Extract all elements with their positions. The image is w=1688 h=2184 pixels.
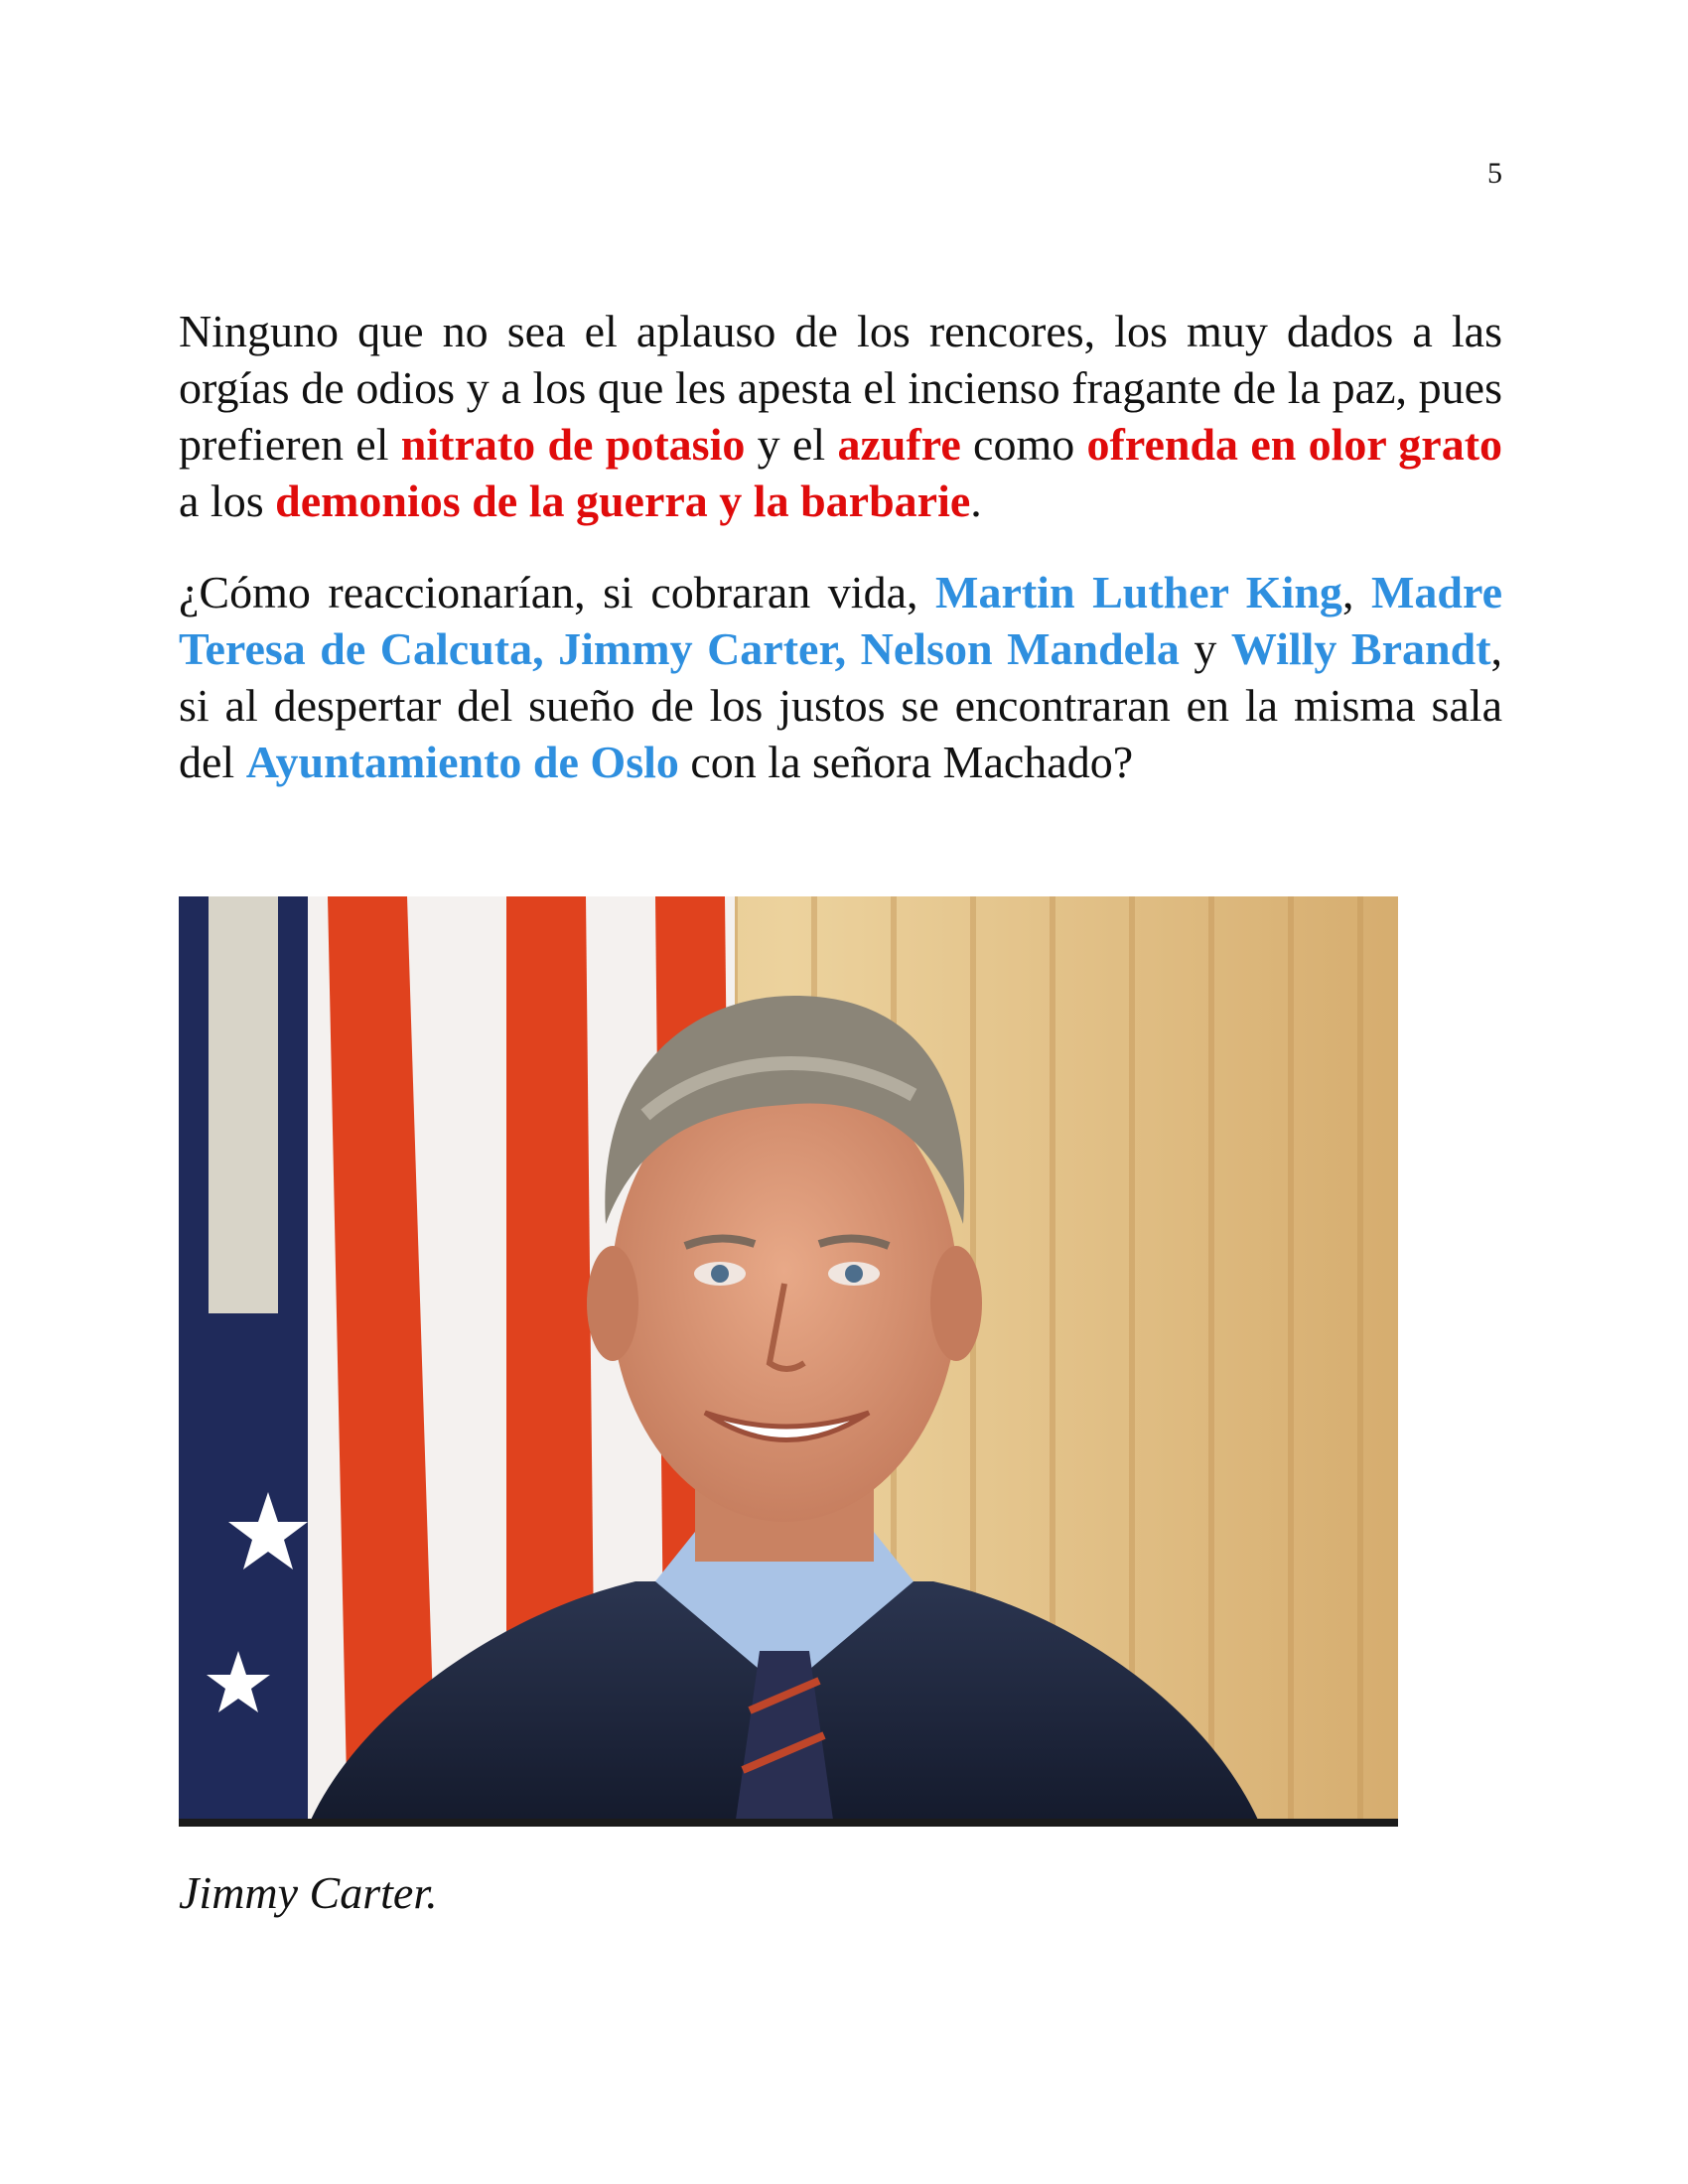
highlight-red: demonios de la guerra y la barbarie [275,476,971,526]
portrait-photo [179,896,1398,1827]
text-segment: con la señora Machado? [678,737,1134,787]
photo-caption: Jimmy Carter. [179,1867,438,1918]
page-number: 5 [1487,157,1502,190]
text-segment: Ninguno que no sea el aplauso de los rencores, los muy dados a las orgías de odios y a los que les apesta el incienso fragante de la paz, pues prefieren el [179,306,1502,470]
portrait-illustration [179,896,1398,1827]
text-segment: y el [745,419,838,470]
text-segment [544,623,559,674]
highlight-blue: Martin Luther King [935,567,1342,617]
photo-border [179,1819,1398,1827]
text-segment: como [960,419,1087,470]
highlight-red: azufre [837,419,961,470]
highlight-red: nitrato de potasio [400,419,746,470]
highlight-blue: Jimmy Carter, [558,623,847,674]
text-segment: . [970,476,982,526]
highlight-red: ofrenda en olor grato [1086,419,1503,470]
text-segment: a los [179,476,276,526]
text-segment: ¿Cómo reaccionarían, si cobraran vida, [179,567,936,617]
text-segment [846,623,861,674]
paragraph-1 [179,303,1502,529]
highlight-blue: Madre Teresa de Calcuta, [179,567,1502,674]
text-segment: , [1341,567,1371,617]
text-segment: y [1179,623,1231,674]
paragraph-2 [179,564,1502,790]
text-segment: , si al despertar del sueño de los justos se encontraran en la misma sala del [179,623,1503,787]
highlight-blue: Ayuntamiento de Oslo [245,737,679,787]
highlight-blue: Nelson Mandela [860,623,1180,674]
article-body [179,303,1502,825]
highlight-blue: Willy Brandt [1230,623,1491,674]
